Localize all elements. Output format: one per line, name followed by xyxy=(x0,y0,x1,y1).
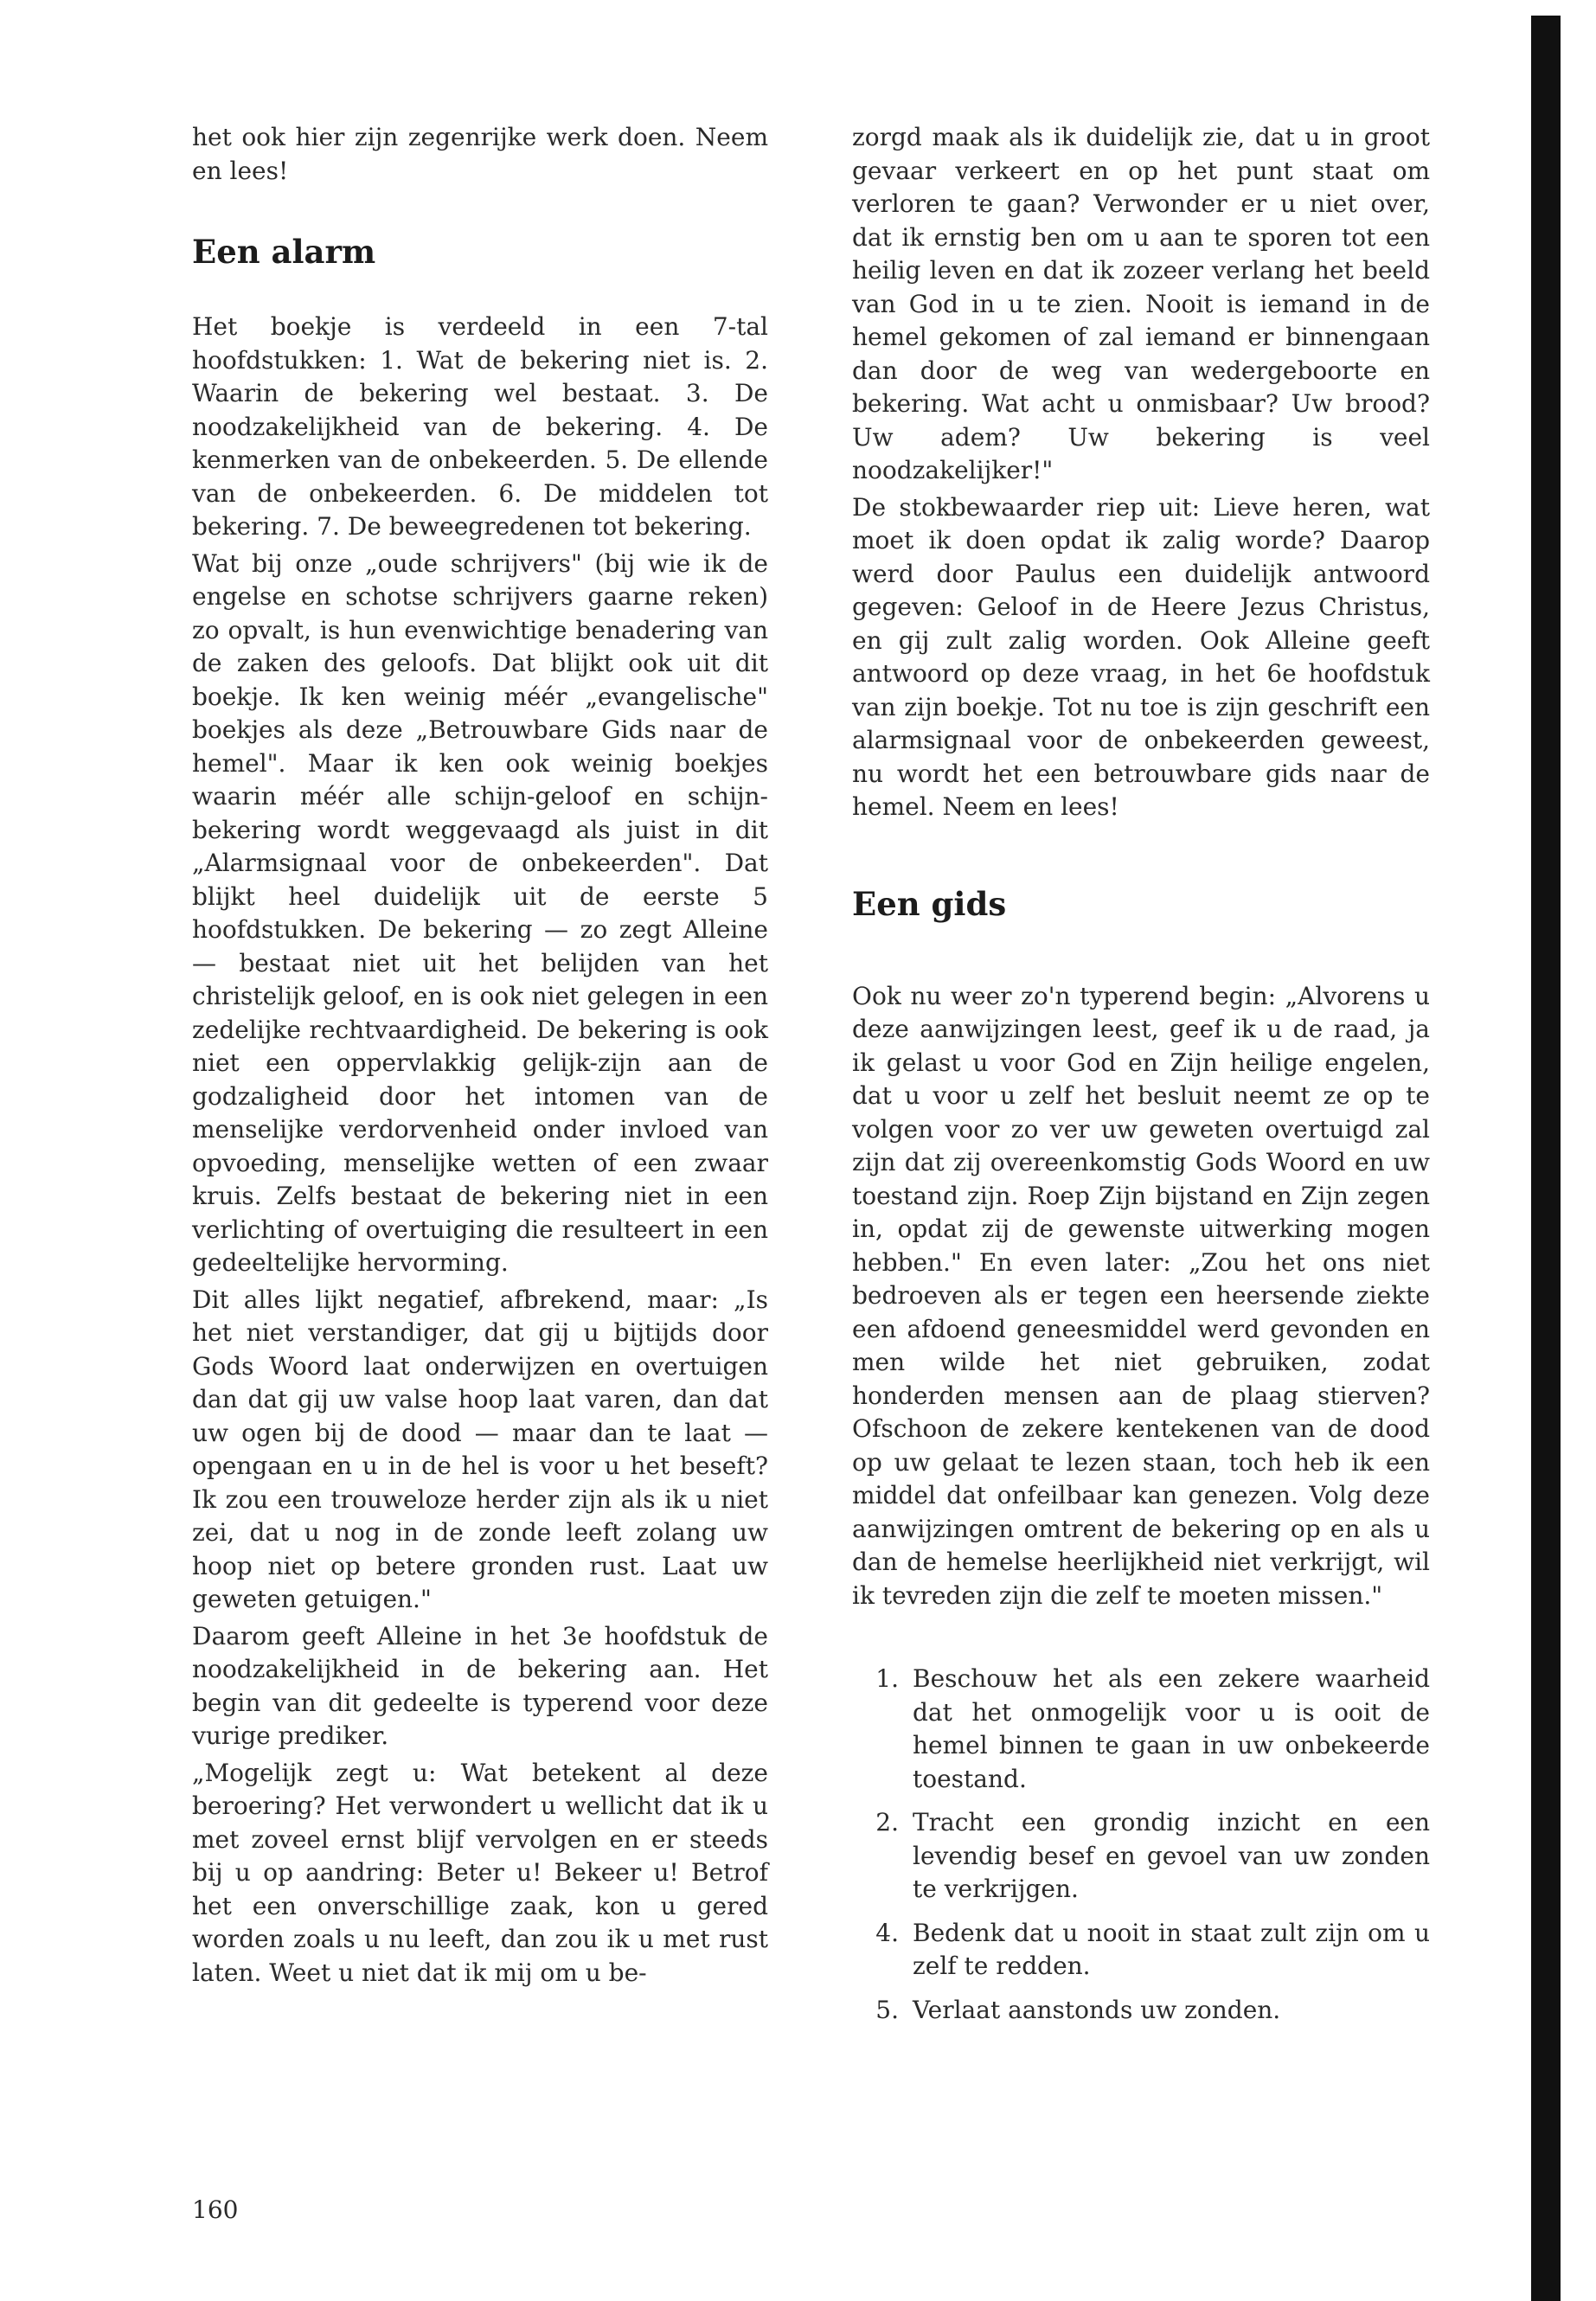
list-item xyxy=(852,1994,1430,2028)
right-column xyxy=(852,121,1430,2037)
list-number: 1. xyxy=(875,1664,899,1693)
list-text: Beschouw het als een zekere waarheid dat het onmogelijk voor u is ooit de hemel binnen te gaan in uw onbekeerde toestand. xyxy=(913,1664,1430,1793)
list-text: Verlaat aanstonds uw zonden. xyxy=(913,1995,1281,2024)
paragraph: zorgd maak als ik duidelijk zie, dat u in groot gevaar verkeert en op het punt staat om verloren te gaan? Verwonder er u niet over, dat ik ernstig ben om u aan te sporen tot een heilig leven en dat ik zozeer verlang het beeld van God in u te zien. Nooit is iemand in de hemel gekomen of zal iemand er binnengaan dan door de weg van wedergeboorte en bekering. Wat acht u onmisbaar? Uw brood? Uw adem? Uw bekering is veel noodzakelijker!" xyxy=(852,123,1430,484)
steps-list xyxy=(852,1663,1430,2027)
left-column xyxy=(192,121,768,1990)
paragraph: „Mogelijk zegt u: Wat betekent al deze beroering? Het verwondert u wellicht dat ik u met zoveel ernst blijf vervolgen en er steeds bij u op aandring: Beter u! Bekeer u! Betrof het een onverschillige zaak, kon u gered worden zoals u nu leeft, dan zou ik u met rust laten. Weet u niet dat ik mij om u be- xyxy=(192,1758,768,1987)
paragraph: De stokbewaarder riep uit: Lieve heren, wat moet ik doen opdat ik zalig worde? Daarop werd door Paulus een duidelijk antwoord gegeven: Geloof in de Heere Jezus Christus, en gij zult zalig worden. Ook Alleine geeft antwoord op deze vraag, in het 6e hoofdstuk van zijn boekje. Tot nu toe is zijn geschrift een alarmsignaal voor de onbekeerden geweest, nu wordt het een betrouwbare gids naar de hemel. Neem en lees! xyxy=(852,492,1430,821)
paragraph: Daarom geeft Alleine in het 3e hoofdstuk de noodzakelijkheid in de bekering aan. Het begin van dit gedeelte is typerend voor deze vurige prediker. xyxy=(192,1621,768,1750)
section-heading-gids: Een gids xyxy=(852,884,1007,923)
list-text: Bedenk dat u nooit in staat zult zijn om u zelf te redden. xyxy=(913,1918,1430,1980)
paragraph: Dit alles lijkt negatief, afbrekend, maar: „Is het niet verstandiger, dat gij u bijtijds door Gods Woord laat onderwijzen en overtuigen dan dat gij uw valse hoop laat varen, dan dat uw ogen bij de dood — maar dan te laat — opengaan en u in de hel is voor u het beseft? Ik zou een trouweloze herder zijn als ik u niet zei, dat u nog in de zonde leeft zolang uw hoop niet op betere gronden rust. Laat uw geweten getuigen." xyxy=(192,1285,768,1613)
list-item xyxy=(852,1917,1430,1984)
intro-paragraph: het ook hier zijn zegenrijke werk doen. Neem en lees! xyxy=(192,123,768,185)
list-item xyxy=(852,1663,1430,1796)
list-number: 4. xyxy=(875,1918,899,1947)
scan-edge-bar xyxy=(1531,16,1561,2301)
page-number: 160 xyxy=(192,2195,239,2224)
paragraph: Het boekje is verdeeld in een 7-tal hoofdstukken: 1. Wat de bekering niet is. 2. Waarin de bekering wel bestaat. 3. De noodzakelijkheid van de bekering. 4. De kenmerken van de onbekeerden. 5. De ellende van de onbekeerden. 6. De middelen tot bekering. 7. De beweegredenen tot bekering. xyxy=(192,312,768,541)
list-item xyxy=(852,1806,1430,1907)
list-number: 5. xyxy=(875,1995,899,2024)
paragraph: Wat bij onze „oude schrijvers" (bij wie ik de engelse en schotse schrijvers gaarne reken) zo opvalt, is hun evenwichtige benadering van de zaken des geloofs. Dat blijkt ook uit dit boekje. Ik ken weinig méér „evangelische" boekjes als deze „Betrouwbare Gids naar de hemel". Maar ik ken ook weinig boekjes waarin méér alle schijn-geloof en schijn-bekering wordt weggevaagd als juist in dit „Alarmsignaal voor de onbekeerden". Dat blijkt heel duidelijk uit de eerste 5 hoofdstukken. De bekering — zo zegt Alleine — bestaat niet uit het belijden van het christelijk geloof, en is ook niet gelegen in een zedelijke rechtvaardigheid. De bekering is ook niet een oppervlakkig gelijk-zijn aan de godzaligheid door het intomen van de menselijke verdorvenheid onder invloed van opvoeding, menselijke wetten of een zwaar kruis. Zelfs bestaat de bekering niet in een verlichting of overtuiging die resulteert in een gedeeltelijke hervorming. xyxy=(192,548,768,1277)
list-text: Tracht een grondig inzicht en een levendig besef en gevoel van uw zonden te verkrijgen. xyxy=(913,1808,1430,1903)
section-heading-alarm: Een alarm xyxy=(192,233,376,271)
list-number: 2. xyxy=(875,1808,899,1836)
paragraph: Ook nu weer zo'n typerend begin: „Alvorens u deze aanwijzingen leest, geef ik u de raad, ja ik gelast u voor God en Zijn heilige engelen, dat u voor u zelf het besluit neemt ze op te volgen voor zo ver uw geweten overtuigd zal zijn dat zij overeenkomstig Gods Woord en uw toestand zijn. Roep Zijn bijstand en Zijn zegen in, opdat zij de gewenste uitwerking mogen hebben." En even later: „Zou het ons niet bedroeven als er tegen een heersende ziekte een afdoend geneesmiddel werd gevonden en men wilde het niet gebruiken, zodat honderden mensen aan de plaag stierven? Ofschoon de zekere kentekenen van de dood op uw gelaat te lezen staan, toch heb ik een middel dat onfeilbaar kan genezen. Volg deze aanwijzingen omtrent de bekering op en als u dan de hemelse heerlijkheid niet verkrijgt, wil ik tevreden zijn die zelf te moeten missen." xyxy=(852,981,1430,1610)
